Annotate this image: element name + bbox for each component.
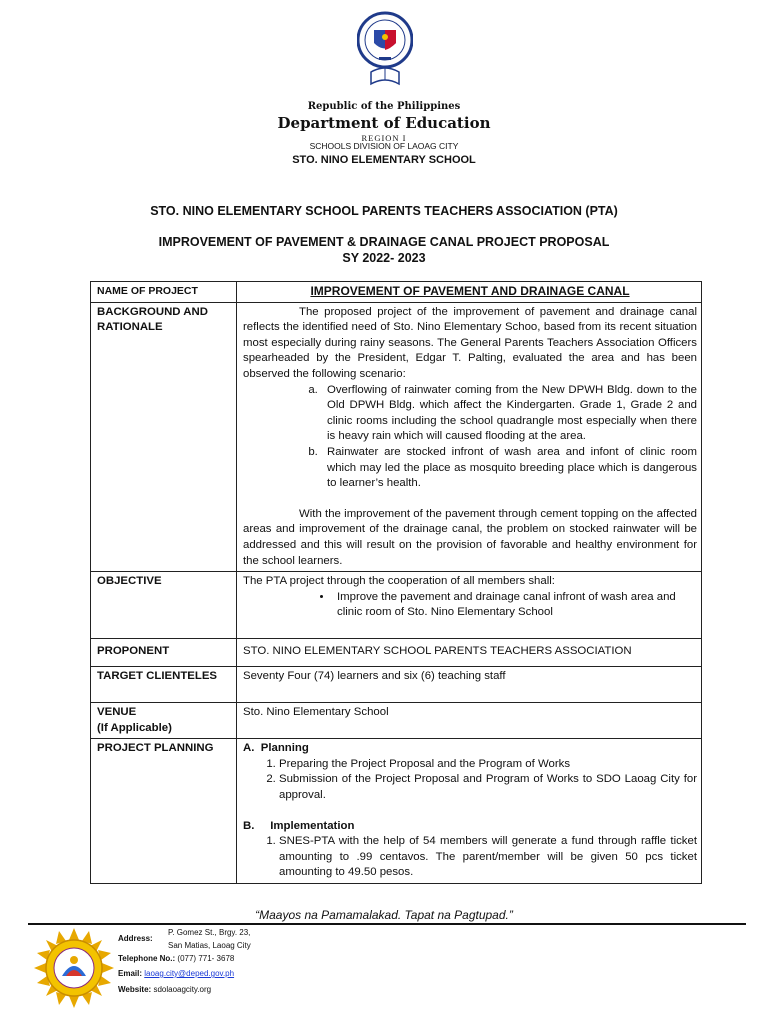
project-name-cell xyxy=(237,282,702,303)
division-seal-logo xyxy=(34,928,114,1008)
list-item: 1. SNES-PTA with the help of 54 members will generate a fund through raffle ticket amounting to .99 centavos. The parent/member will be given 50 pcs ticket amounting to 49.50 pesos. xyxy=(279,834,697,881)
planning-heading-a xyxy=(243,741,697,757)
email-row xyxy=(118,967,234,980)
region-heading: REGION I xyxy=(361,133,407,143)
document-title: STO. NINO ELEMENTARY SCHOOL PARENTS TEACHERS ASSOCIATION (PTA) xyxy=(150,204,618,218)
address-block xyxy=(168,926,251,952)
table-row xyxy=(91,639,702,667)
proposal-table xyxy=(90,281,702,884)
school-heading: STO. NINO ELEMENTARY SCHOOL xyxy=(292,154,476,166)
background-cell xyxy=(237,302,702,572)
division-heading: SCHOOLS DIVISION OF LAOAG CITY xyxy=(309,141,459,151)
planning-a-title: Planning xyxy=(260,742,309,755)
row-label-objective: OBJECTIVE xyxy=(91,572,237,639)
website-row xyxy=(118,983,211,996)
implementation-list xyxy=(243,834,697,881)
email-link[interactable]: laoag.city@deped.gov.ph xyxy=(144,969,235,978)
footer-divider xyxy=(28,923,746,925)
telephone-row xyxy=(118,952,234,965)
motto: “Maayos na Pamamalakad. Tapat na Pagtupad.” xyxy=(255,908,513,922)
email-label: Email: xyxy=(118,969,143,978)
scenario-list xyxy=(243,383,697,492)
address-line-1: P. Gomez St., Brgy. 23, xyxy=(168,928,251,937)
target-value: Seventy Four (74) learners and six (6) teaching staff xyxy=(237,667,702,703)
row-label-name: NAME OF PROJECT xyxy=(91,282,237,303)
website-label: Website: xyxy=(118,985,152,994)
address-label: Address: xyxy=(118,934,153,943)
background-paragraph: The proposed project of the improvement of pavement and drainage canal reflects the identified need of Sto. Nino Elementary Schoo, based from its recent situation most especially during rainy seasons. The General Parents Teachers Association Officers spearheaded by the President, Edgar T. Palting, evaluated the area and has been observed the following scenario: xyxy=(243,305,697,380)
row-label-planning: PROJECT PLANNING xyxy=(91,739,237,884)
deped-seal-logo xyxy=(357,10,413,96)
table-row xyxy=(91,667,702,703)
table-row xyxy=(91,703,702,739)
objective-list xyxy=(243,590,697,621)
table-row xyxy=(91,739,702,884)
row-label-target: TARGET CLIENTELES xyxy=(91,667,237,703)
list-item: 1. Preparing the Project Proposal and the Program of Works xyxy=(279,757,697,773)
project-name: IMPROVEMENT OF PAVEMENT AND DRAINAGE CANAL xyxy=(310,284,630,298)
list-item: a. Overflowing of rainwater coming from the New DPWH Bldg. down to the Old DPWH Bldg. which affect the Kindergarten. Grade 1, Grade 2 and clinic rooms including the school quadrangle most especially when there is heavy rain which will caused flooding at the area. xyxy=(321,383,697,445)
table-row xyxy=(91,302,702,572)
venue-label: VENUE xyxy=(97,706,137,719)
objective-cell xyxy=(237,572,702,639)
row-label-background: BACKGROUND AND RATIONALE xyxy=(91,302,237,572)
planning-b-letter: B. xyxy=(243,819,255,832)
planning-list xyxy=(243,757,697,804)
telephone-value: (077) 771- 3678 xyxy=(177,954,235,963)
address-line-2: San Matias, Laoag City xyxy=(168,941,251,950)
department-heading: Department of Education xyxy=(277,114,491,132)
objective-intro: The PTA project through the cooperation of all members shall: xyxy=(243,575,555,588)
planning-heading-b xyxy=(243,819,697,835)
venue-value: Sto. Nino Elementary School xyxy=(237,703,702,739)
telephone-label: Telephone No.: xyxy=(118,954,176,963)
row-label-venue xyxy=(91,703,237,739)
republic-heading: Republic of the Philippines xyxy=(307,101,461,112)
list-item: • Improve the pavement and drainage canal infront of wash area and clinic room of Sto. Nino Elementary School xyxy=(333,590,697,621)
list-item: 2. Submission of the Project Proposal and Program of Works to SDO Laoag City for approval. xyxy=(279,772,697,803)
proponent-value: STO. NINO ELEMENTARY SCHOOL PARENTS TEACHERS ASSOCIATION xyxy=(237,639,702,667)
venue-sublabel: (If Applicable) xyxy=(97,721,172,734)
proposal-title: IMPROVEMENT OF PAVEMENT & DRAINAGE CANAL PROJECT PROPOSAL xyxy=(158,235,610,249)
table-row xyxy=(91,572,702,639)
row-label-proponent: PROPONENT xyxy=(91,639,237,667)
planning-a-letter: A. xyxy=(243,742,255,755)
planning-b-title: Implementation xyxy=(270,819,355,832)
rationale-paragraph: With the improvement of the pavement through cement topping on the affected areas and improvement of the drainage canal, the problem on stocked rainwater will be addressed and this will result on the provision of favorable and healthy environment for the school learners. xyxy=(243,507,697,567)
school-year: SY 2022- 2023 xyxy=(342,251,426,265)
list-item: b. Rainwater are stocked infront of wash area and infont of clinic room which may led the place as mosquito breeding place which is dangerous to learner’s health. xyxy=(321,445,697,492)
planning-cell xyxy=(237,739,702,884)
website-value: sdolaoagcity.org xyxy=(153,985,212,994)
table-row xyxy=(91,282,702,303)
